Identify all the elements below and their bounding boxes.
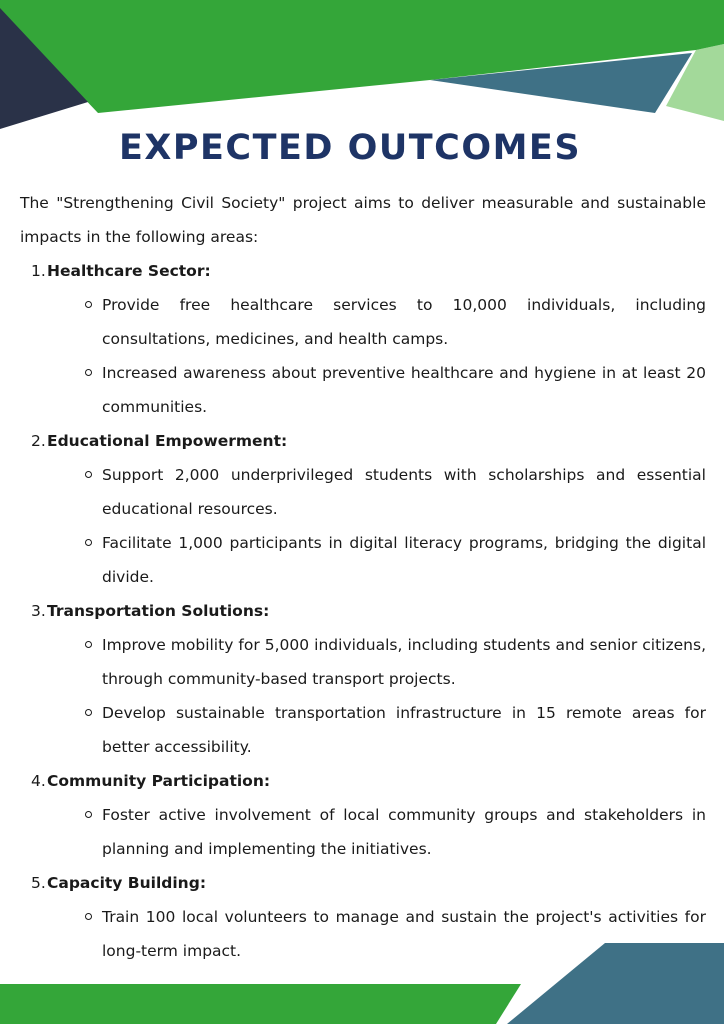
bottom-green-shape bbox=[0, 984, 521, 1024]
section-heading: Transportation Solutions: bbox=[47, 602, 270, 620]
top-teal-shape bbox=[430, 53, 692, 113]
outcome-point-text: Improve mobility for 5,000 individuals, including students and senior citizens, through community-based transport projects. bbox=[102, 636, 706, 688]
outcome-point bbox=[75, 798, 706, 866]
section-number: 5. bbox=[31, 874, 46, 892]
outcome-point-text: Facilitate 1,000 participants in digital literacy programs, bridging the digital divide. bbox=[102, 534, 706, 586]
outcome-points bbox=[47, 798, 706, 866]
outcome-point bbox=[75, 628, 706, 696]
circle-bullet-icon bbox=[85, 709, 92, 716]
section-heading: Educational Empowerment: bbox=[47, 432, 288, 450]
content bbox=[20, 186, 706, 968]
outcome-point bbox=[75, 900, 706, 968]
circle-bullet-icon bbox=[85, 641, 92, 648]
top-green-shape bbox=[0, 0, 724, 113]
intro-paragraph: The "Strengthening Civil Society" project aims to deliver measurable and sustainable impacts in the following areas: bbox=[20, 194, 706, 246]
section-number: 2. bbox=[31, 432, 46, 450]
section-heading: Capacity Building: bbox=[47, 874, 207, 892]
circle-bullet-icon bbox=[85, 301, 92, 308]
outcomes-list bbox=[20, 254, 706, 968]
section-number: 3. bbox=[31, 602, 46, 620]
circle-bullet-icon bbox=[85, 811, 92, 818]
outcome-points bbox=[47, 900, 706, 968]
outcome-point bbox=[75, 458, 706, 526]
circle-bullet-icon bbox=[85, 913, 92, 920]
top-navy-shape bbox=[0, 8, 88, 129]
top-light-green-shape bbox=[666, 44, 724, 121]
outcome-section bbox=[20, 764, 706, 866]
outcome-point bbox=[75, 696, 706, 764]
outcome-section bbox=[20, 866, 706, 968]
outcome-point-text: Train 100 local volunteers to manage and sustain the project's activities for long-term impact. bbox=[102, 908, 706, 960]
section-number: 1. bbox=[31, 262, 46, 280]
outcome-section bbox=[20, 424, 706, 594]
circle-bullet-icon bbox=[85, 471, 92, 478]
outcome-point-text: Provide free healthcare services to 10,000 individuals, including consultations, medicines, and health camps. bbox=[102, 296, 706, 348]
outcome-point-text: Increased awareness about preventive healthcare and hygiene in at least 20 communities. bbox=[102, 364, 706, 416]
outcome-point-text: Support 2,000 underprivileged students with scholarships and essential educational resources. bbox=[102, 466, 706, 518]
outcome-points bbox=[47, 458, 706, 594]
page-title: EXPECTED OUTCOMES bbox=[118, 128, 582, 168]
section-heading: Community Participation: bbox=[47, 772, 271, 790]
outcome-section bbox=[20, 254, 706, 424]
section-heading: Healthcare Sector: bbox=[47, 262, 211, 280]
outcome-point bbox=[75, 288, 706, 356]
circle-bullet-icon bbox=[85, 369, 92, 376]
circle-bullet-icon bbox=[85, 539, 92, 546]
outcome-points bbox=[47, 628, 706, 764]
outcome-point bbox=[75, 526, 706, 594]
outcome-points bbox=[47, 288, 706, 424]
outcome-point-text: Foster active involvement of local community groups and stakeholders in planning and implementing the initiatives. bbox=[102, 806, 706, 858]
outcome-point-text: Develop sustainable transportation infrastructure in 15 remote areas for better accessibility. bbox=[102, 704, 706, 756]
outcome-section bbox=[20, 594, 706, 764]
section-number: 4. bbox=[31, 772, 46, 790]
outcome-point bbox=[75, 356, 706, 424]
